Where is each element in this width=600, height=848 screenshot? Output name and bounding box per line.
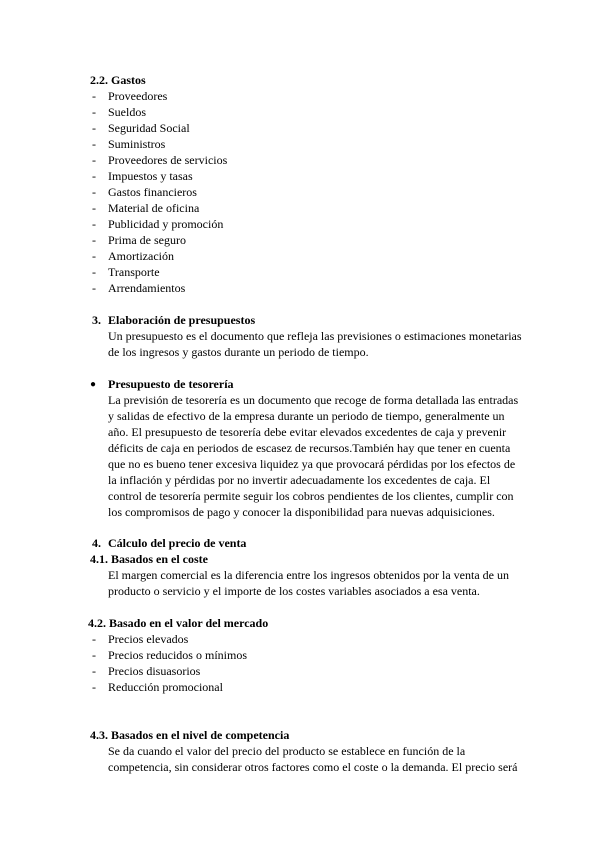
list-dash-icon: - bbox=[92, 249, 96, 263]
list-dash-icon: - bbox=[92, 233, 96, 247]
list-dash-icon: - bbox=[92, 121, 96, 135]
section-3-number: 3. bbox=[92, 313, 101, 327]
list-dash-icon: - bbox=[92, 680, 96, 694]
list-item: Reducción promocional bbox=[108, 680, 223, 694]
list-dash-icon: - bbox=[92, 265, 96, 279]
list-item: Material de oficina bbox=[108, 201, 200, 215]
section-3-paragraph bbox=[108, 328, 522, 360]
section-2-2-heading: 2.2. Gastos bbox=[90, 73, 146, 87]
list-dash-icon: - bbox=[92, 105, 96, 119]
list-dash-icon: - bbox=[92, 217, 96, 231]
list-item: Proveedores de servicios bbox=[108, 153, 228, 167]
paragraph-line: la inflación y pérdidas por no invertir adecuadamente los excedentes de caja. El bbox=[108, 473, 491, 487]
paragraph-line: déficits de caja en periodos de escasez de recursos.También hay que tener en cuenta bbox=[108, 441, 511, 455]
list-dash-icon: - bbox=[92, 281, 96, 295]
section-4-1-heading: 4.1. Basados en el coste bbox=[90, 552, 208, 566]
paragraph-line: de los ingresos y gastos durante un periodo de tiempo. bbox=[108, 345, 369, 359]
list-item: Transporte bbox=[108, 265, 160, 279]
list-dash-icon: - bbox=[92, 632, 96, 646]
list-dash-icon: - bbox=[92, 153, 96, 167]
section-4-3-heading: 4.3. Basados en el nivel de competencia bbox=[90, 728, 290, 742]
list-item: Amortización bbox=[108, 249, 174, 263]
paragraph-line: Se da cuando el valor del precio del producto se establece en función de la bbox=[108, 744, 466, 758]
list-dash-icon: - bbox=[92, 185, 96, 199]
tesoreria-heading: Presupuesto de tesorería bbox=[108, 377, 234, 391]
list-dash-icon: - bbox=[92, 201, 96, 215]
paragraph-line: Un presupuesto es el documento que refleja las previsiones o estimaciones monetarias bbox=[108, 329, 522, 343]
list-dash-icon: - bbox=[92, 89, 96, 103]
paragraph-line: año. El presupuesto de tesorería debe evitar elevados excedentes de caja y prevenir bbox=[108, 425, 507, 439]
paragraph-line: y salidas de efectivo de la empresa durante un periodo de tiempo, generalmente un bbox=[108, 409, 505, 423]
paragraph-line: los compromisos de pago y conocer la disponibilidad para nuevas adquisiciones. bbox=[108, 505, 495, 519]
section-4-number: 4. bbox=[92, 536, 101, 550]
list-item: Arrendamientos bbox=[108, 281, 186, 295]
section-4-heading: Cálculo del precio de venta bbox=[108, 536, 247, 550]
list-item: Prima de seguro bbox=[108, 233, 186, 247]
paragraph-line: La previsión de tesorería es un documento que recoge de forma detallada las entradas bbox=[108, 393, 519, 407]
paragraph-line: producto o servicio y el importe de los costes variables asociados a esa venta. bbox=[108, 584, 480, 598]
list-item: Publicidad y promoción bbox=[108, 217, 224, 231]
list-item: Suministros bbox=[108, 137, 166, 151]
list-item: Precios reducidos o mínimos bbox=[108, 648, 247, 662]
list-item: Impuestos y tasas bbox=[108, 169, 193, 183]
list-item: Precios disuasorios bbox=[108, 664, 201, 678]
paragraph-line: El margen comercial es la diferencia entre los ingresos obtenidos por la venta de un bbox=[108, 568, 509, 582]
paragraph-line: control de tesorería permite seguir los cobros pendientes de los clientes, cumplir con bbox=[108, 489, 514, 503]
list-dash-icon: - bbox=[92, 664, 96, 678]
section-4-1-paragraph bbox=[108, 567, 522, 599]
section-3-heading: Elaboración de presupuestos bbox=[108, 313, 256, 327]
paragraph-line: competencia, sin considerar otros factores como el coste o la demanda. El precio será bbox=[108, 760, 518, 774]
section-4-2-heading: 4.2. Basado en el valor del mercado bbox=[88, 616, 269, 630]
section-4-3-paragraph bbox=[108, 743, 522, 775]
list-dash-icon: - bbox=[92, 648, 96, 662]
list-item: Sueldos bbox=[108, 105, 147, 119]
list-item: Proveedores bbox=[108, 89, 168, 103]
paragraph-line: que no es bueno tener excesiva liquidez ya que provocará pérdidas por los efectos de bbox=[108, 457, 516, 471]
list-item: Gastos financieros bbox=[108, 185, 197, 199]
list-item: Seguridad Social bbox=[108, 121, 190, 135]
list-dash-icon: - bbox=[92, 137, 96, 151]
list-dash-icon: - bbox=[92, 169, 96, 183]
bullet-icon: ● bbox=[90, 379, 97, 390]
tesoreria-paragraph bbox=[108, 392, 522, 520]
list-item: Precios elevados bbox=[108, 632, 189, 646]
